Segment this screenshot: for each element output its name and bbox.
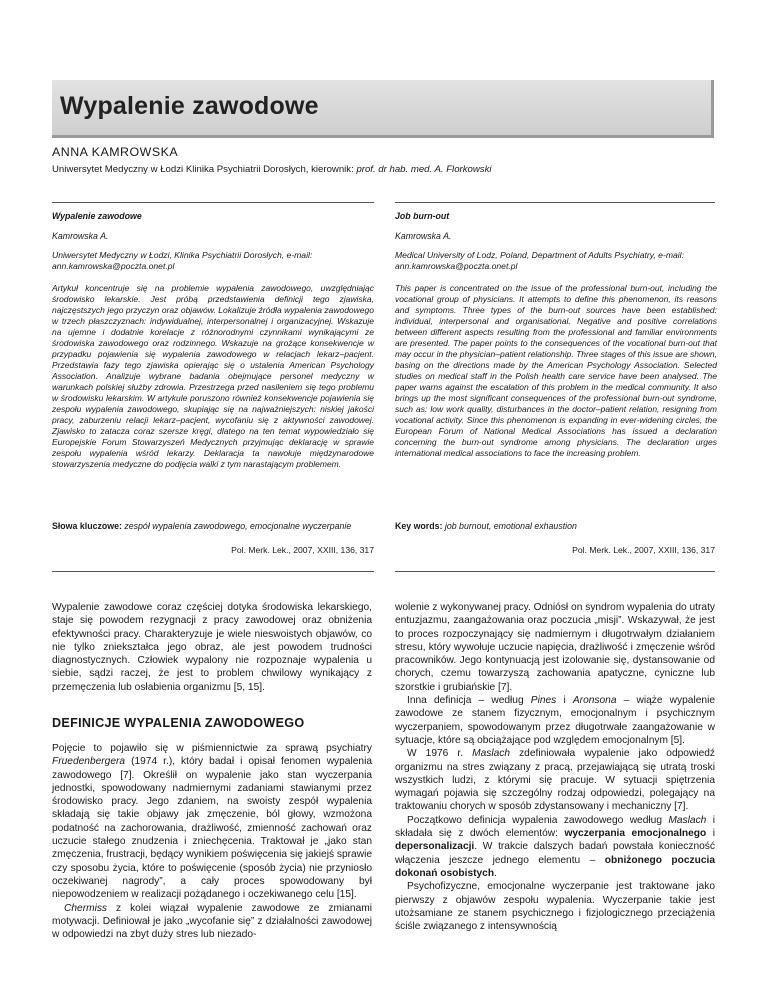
abstract-pl-top-rule xyxy=(52,202,374,203)
key-term: depersonalizacji xyxy=(395,841,475,853)
article-title: Wypalenie zawodowe xyxy=(60,92,319,120)
text-run: – wiąże wypalenie zawodowe ze stanem fizycznym, emocjonalnym i psychicznym wyczerpaniem, spowodowanym przez długotrwałe zaangażowanie w sytuacje, które są obciążające pod względem emocjonalnym [5]. xyxy=(395,695,715,746)
department-head: prof. dr hab. med. A. Florkowski xyxy=(356,164,492,175)
author-name: ANNA KAMROWSKA xyxy=(52,145,179,159)
abstract-en-citation: Pol. Merk. Lek., 2007, XXIII, 136, 317 xyxy=(572,545,715,555)
key-term: wyczerpania emocjonalnego xyxy=(564,828,707,840)
text-run: (1974 r.), który badał i opisał fenomen wypalenia zawodowego [7]. Określił on wypalenie jako stan wyczerpania jednostki, spowodowany nadmiernymi zadaniami stawianymi przez środowisko pracy. Jego zdaniem, na swoisty zespół wypalenia składają się takie objawy jak zmęczenie, ból głowy, wzmożona podatność na zachorowania, drażliwość, zmienność zachowań oraz uczucie stałego znudzenia i zniechęcenia. Traktował je „jako stan zmęczenia, frustracji, będący wynikiem poświęcenia się jakiejś sprawie czy sposobu życia, które to poświęcenie (sposób życia) nie przyniosło oczekiwanej nagrody”, a cały proces spowodowany był niepowodzeniem w realizacji pożądanego i oczekiwanego celu [15]. xyxy=(52,756,372,901)
abstract-en-keywords xyxy=(395,521,717,532)
abstract-en-affiliation: Medical University of Lodz, Poland, Department of Adults Psychiatry, e-mail: ann.kamrowska@poczta.onet.pl xyxy=(395,250,684,271)
text-run: i składała się z dwóch elementów: xyxy=(395,814,716,840)
title-band xyxy=(52,80,714,138)
abstract-pl-body: Artykuł koncentruje się na problemie wypalenia zawodowego, uwzględniając środowisko lekarskie. Jest próbą przedstawienia definicji tego zjawiska, najczęstszych jego przyczyn oraz objawów. Lokalizuje źródła wypalenia zawodowego w trzech płaszczyznach: indywidualnej, interpersonalnej i organizacyjnej. Wskazuje na ujemne i dodatnie korelacje z różnorodnymi czynnikami wynikającymi ze środowiska zawodowego oraz rodzinnego. Wskazuje na grożące konsekwencje w przypadku pojawienia się wypalenia zawodowego w relacjach lekarz–pacjent. Przedstawia fazy tego zjawiska opierając się o ustalenia American Psychology Association. Analizuje wybrane badania obejmujące personel medyczny w warunkach polskiej służby zdrowia. Przestrzega przed nasileniem się tego problemu w środowisku lekarskim. W artykule poruszono również konsekwencje pojawienia się zespołu wypalenia zawodowego, skupiając się na najważniejszych: niskiej jakości pracy, zaburzeniu relacji lekarz–pacjent, wycofaniu się z aktywności zawodowej. Zjawisko to zatacza coraz szersze kręgi, dlatego na ten temat wypowiedziało się Europejskie Forum Stowarzyszeń Medycznych przyjmując deklarację w sprawie zespołu wypalenia wśród lekarzy. Deklaracja ta nawołuje międzynarodowe stowarzyszenia medyczne do podjęcia walki z tym narastającym problemem. xyxy=(52,283,374,469)
text-run: W 1976 r. xyxy=(407,748,473,760)
author-ref: Fruedenbergera xyxy=(52,756,126,768)
body-left-intro xyxy=(52,601,372,694)
abstract-en-author: Kamrowska A. xyxy=(395,231,452,241)
keywords-text: job burnout, emotional exhaustion xyxy=(442,521,577,531)
text-run: Początkowo definicja wypalenia zawodowego według xyxy=(407,814,669,826)
text-run: z kolei wiązał wypalenie zawodowe ze zmianami motywacji. Definiował je jako „wycofanie się” z działalności zawodowej w odpowiedzi na zbyt duży stres lub niezado- xyxy=(52,902,372,941)
text-run: Pojęcie to pojawiło się w piśmiennictwie za sprawą psychiatry xyxy=(52,743,372,754)
author-ref: Maslach xyxy=(472,748,511,760)
paragraph xyxy=(52,902,372,942)
paragraph xyxy=(395,814,715,880)
author-affiliation xyxy=(52,164,492,175)
author-ref: Aronsona xyxy=(572,695,617,707)
keywords-text: zespół wypalenia zawodowego, emocjonalne wyczerpanie xyxy=(121,521,352,531)
author-ref: Maslach xyxy=(668,814,707,826)
paragraph: Psychofizyczne, emocjonalne wyczerpanie jest traktowane jako pierwszy z objawów zespołu wypalenia. Wyczerpanie takie jest utożsamiane ze stanem psychicznego i fizjologicznego przeciążenia ściśle związanego z intensywnością xyxy=(395,881,715,933)
abstract-pl-bottom-rule xyxy=(52,571,374,572)
author-ref: Chermiss xyxy=(64,902,108,914)
affiliation-text: Uniwersytet Medyczny w Łodzi Klinika Psychiatrii Dorosłych, kierownik: xyxy=(52,164,357,175)
body-left-definitions xyxy=(52,742,372,941)
abstract-en-bottom-rule xyxy=(395,571,715,572)
text-run: . W trakcie dalszych badań powstała konieczność włączenia jeszcze jednego elementu – xyxy=(395,841,715,866)
text-run: i xyxy=(706,828,715,840)
paragraph xyxy=(395,694,715,747)
abstract-pl-affiliation: Uniwersytet Medyczny w Łodzi, Klinika Psychiatrii Dorosłych, e-mail: ann.kamrowska@poczta.onet.pl xyxy=(52,250,313,271)
abstract-en-body: This paper is concentrated on the issue of the professional burn-out, including the vocational group of physicians. It attempts to define this phenomenon, its reasons and symptoms. Three types of the burn-out sources have been established: individual, interpersonal and organisational. Negative and positive correlations between different aspects resulting from the professional and familiar environments are presented. The paper points to the consequences of the vocational burn-out that may occur in the physician–patient relationship. Three stages of this issue are shown, basing on the directions made by the American Psychology Association. Selected studies on medical staff in the Polish health care service have been analysed. The paper warns against the escalation of this problem in the medical community. It also brings up the most significant consequences of the professional burn-out syndrome, such as: low work quality, disturbances in the doctor–patient relation, resigning from vocational activity. Since this phenomenon is expanding in ever-widening circles, the European Forum of National Medical Associations has issued a declaration concerning the burn-out syndrome among physicians. The declaration urges international medical associations to face the increasing problem. xyxy=(395,283,717,458)
text-run: i xyxy=(556,695,573,707)
abstract-pl-author: Kamrowska A. xyxy=(52,231,109,241)
abstract-pl-citation: Pol. Merk. Lek., 2007, XXIII, 136, 317 xyxy=(231,545,374,555)
abstract-en-title: Job burn-out xyxy=(395,211,450,221)
text-run: zdefiniowała wypalenie jako odpowiedź organizmu na stres związany z pracą, przejawiającą się utratą troski wszystkich ludzi, z którymi się pracuje. W sytuacji spiętrzenia wymagań pojawia się szczególny rodzaj odpowiedzi, polegający na traktowaniu chorych w sposób zdystansowany i mechaniczny [7]. xyxy=(395,748,715,813)
paragraph: wolenie z wykonywanej pracy. Odniósł on syndrom wypalenia do utraty entuzjazmu, zaangażowania oraz poczucia „misji”. Wskazywał, że jest to proces rozpoczynający się nadmiernym i długotrwałym działaniem stresu, który wywołuje uczucie napięcia, drażliwość i zmęczenie wśród pracowników. Jego kontynuacją jest izolowanie się, dystansowanie od chorych, czemu towarzyszą zachowania apatyczne, cyniczne lub szorstkie i grubiańskie [7]. xyxy=(395,602,715,693)
body-right xyxy=(395,601,715,933)
author-ref: Pines xyxy=(530,695,557,707)
abstract-pl-title: Wypalenie zawodowe xyxy=(52,211,142,221)
key-term: obniżonego poczucia dokonań osobistych xyxy=(395,854,715,879)
abstract-en-top-rule xyxy=(395,202,715,203)
text-run: Inna definicja – według xyxy=(407,695,531,707)
section-heading: DEFINICJE WYPALENIA ZAWODOWEGO xyxy=(52,716,305,730)
text-run: . xyxy=(494,867,497,879)
abstract-pl-keywords xyxy=(52,521,374,532)
paragraph xyxy=(52,742,372,902)
intro-paragraph: Wypalenie zawodowe coraz częściej dotyka środowiska lekarskiego, staje się powodem rezygnacji z pracy zawodowej oraz obniżenia efektywności pracy. Charakteryzuje je wiele nieswoistych objawów, co nie tylko zniekształca jego obraz, ale jest powodem trudności diagnostycznych. Człowiek wypalony nie rozpoznaje wypalenia u siebie, sądzi raczej, że jest to problem chwilowy wynikający z przemęczenia lub osłabienia organizmu [5, 15]. xyxy=(52,602,372,693)
keywords-label: Key words: xyxy=(395,521,443,531)
paragraph xyxy=(395,747,715,813)
keywords-label: Słowa kluczowe: xyxy=(52,521,122,531)
